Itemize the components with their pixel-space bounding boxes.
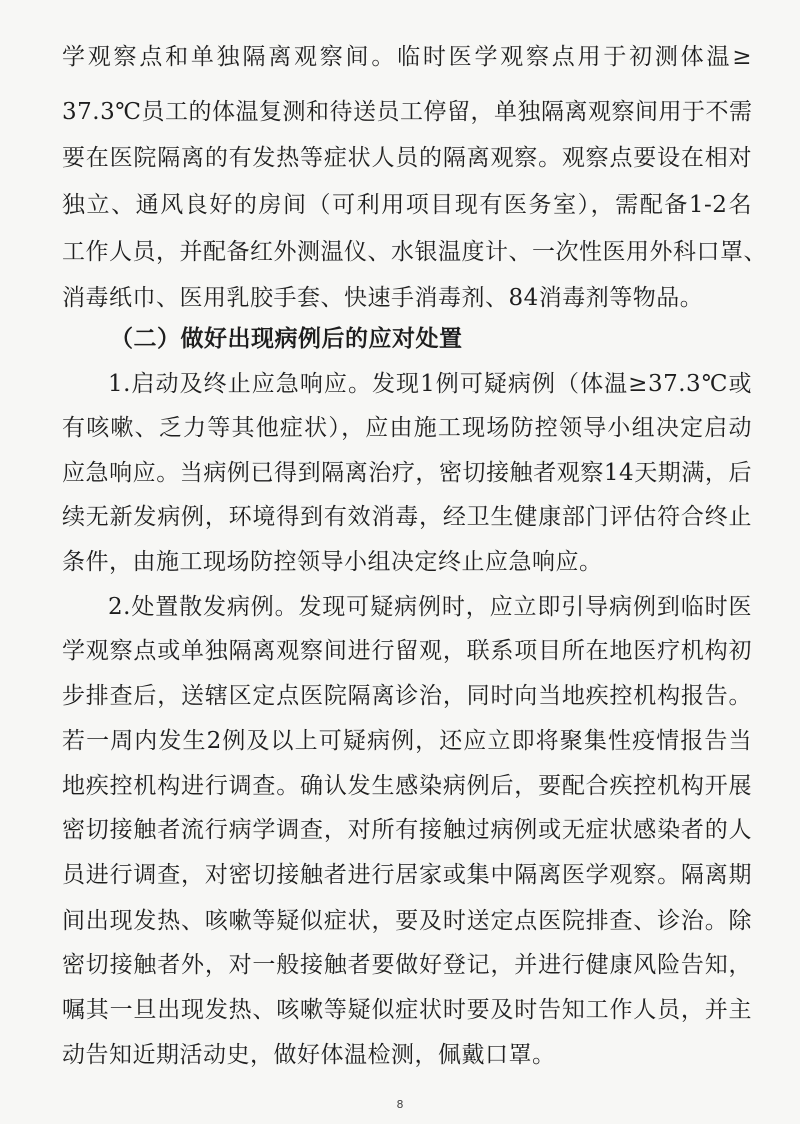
paragraph-line: 要在医院隔离的有发热等症状人员的隔离观察。观察点要设在相对 <box>62 145 752 171</box>
paragraph-line: 37.3℃员工的体温复测和待送员工停留，单独隔离观察间用于不需 <box>62 99 753 125</box>
section-heading: （二）做好出现病例后的应对处置 <box>110 325 463 352</box>
paragraph-line: 应急响应。当病例已得到隔离治疗，密切接触者观察14天期满，后 <box>62 460 752 486</box>
paragraph-line: 员进行调查，对密切接触者进行居家或集中隔离医学观察。隔离期 <box>62 862 752 888</box>
paragraph-line: 步排查后，送辖区定点医院隔离诊治，同时向当地疾控机构报告。 <box>62 683 752 709</box>
paragraph-line: 密切接触者外，对一般接触者要做好登记，并进行健康风险告知， <box>62 952 752 978</box>
page-number: 8 <box>396 1098 404 1111</box>
paragraph-line: 2.处置散发病例。发现可疑病例时，应立即引导病例到临时医 <box>108 594 752 620</box>
paragraph-line: 若一周内发生2例及以上可疑病例，还应立即将聚集性疫情报告当 <box>62 728 752 754</box>
paragraph-line: 地疾控机构进行调查。确认发生感染病例后，要配合疾控机构开展 <box>62 773 752 799</box>
paragraph-line: 学观察点和单独隔离观察间。临时医学观察点用于初测体温≥ <box>62 44 752 70</box>
paragraph-line: 嘱其一旦出现发热、咳嗽等疑似症状时要及时告知工作人员，并主 <box>62 997 752 1023</box>
paragraph-line: 密切接触者流行病学调查，对所有接触过病例或无症状感染者的人 <box>62 817 752 843</box>
paragraph-line: 条件，由施工现场防控领导小组决定终止应急响应。 <box>62 549 603 575</box>
paragraph-line: 独立、通风良好的房间（可利用项目现有医务室），需配备1-2名 <box>62 192 752 218</box>
paragraph-line: 工作人员，并配备红外测温仪、水银温度计、一次性医用外科口罩、 <box>62 239 767 265</box>
paragraph-line: 有咳嗽、乏力等其他症状），应由施工现场防控领导小组决定启动 <box>62 415 752 441</box>
paragraph-line: 动告知近期活动史，做好体温检测，佩戴口罩。 <box>62 1042 556 1068</box>
paragraph-line: 学观察点或单独隔离观察间进行留观，联系项目所在地医疗机构初 <box>62 638 752 664</box>
paragraph-line: 消毒纸巾、医用乳胶手套、快速手消毒剂、84消毒剂等物品。 <box>62 285 704 311</box>
paragraph-line: 1.启动及终止应急响应。发现1例可疑病例（体温≥37.3℃或 <box>108 371 752 397</box>
paragraph-line: 续无新发病例，环境得到有效消毒，经卫生健康部门评估符合终止 <box>62 504 752 530</box>
paragraph-line: 间出现发热、咳嗽等疑似症状，要及时送定点医院排查、诊治。除 <box>62 908 752 934</box>
